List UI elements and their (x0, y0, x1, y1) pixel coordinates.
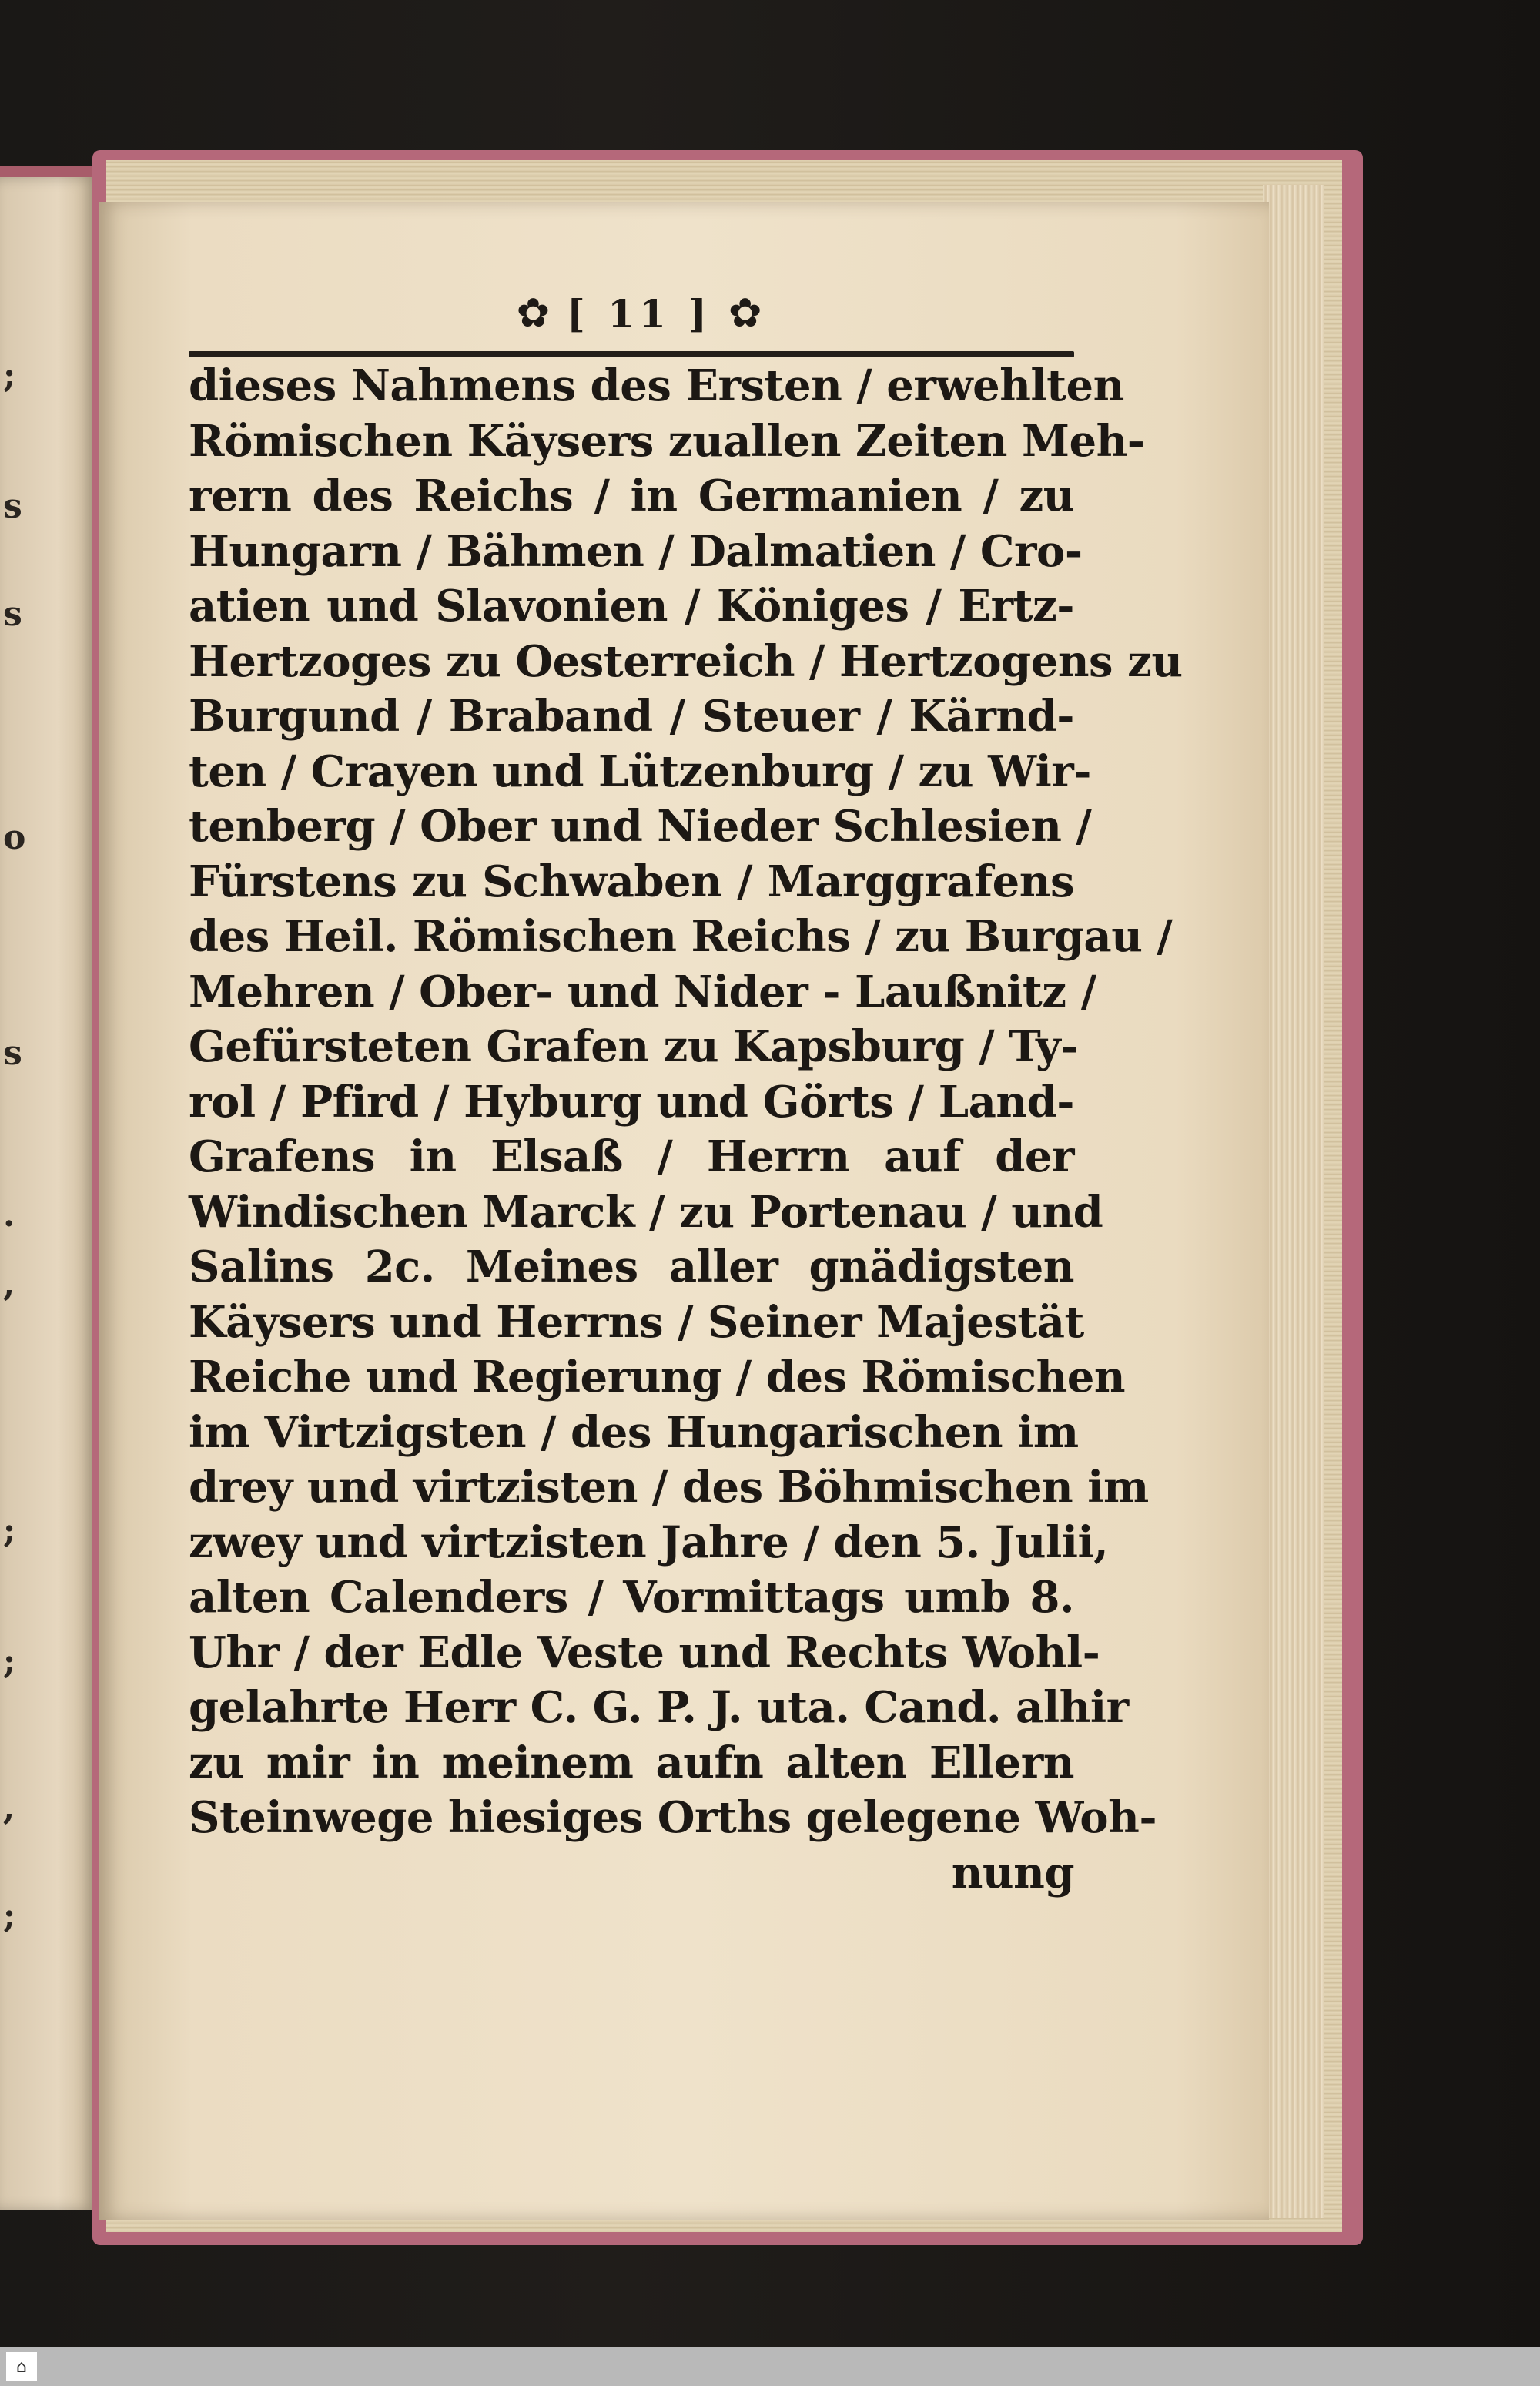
text-line: Hungarn / Bähmen / Dalmatien / Cro- (189, 525, 1083, 577)
margin-glyph: ; (3, 1642, 16, 1681)
viewer-footer-bar (0, 2347, 1540, 2386)
text-line: Uhr / der Edle Veste und Rechts Wohl- (189, 1627, 1100, 1678)
text-line: im Virtzigsten / des Hungarischen im (189, 1406, 1079, 1458)
text-line: Hertzoges zu Oesterreich / Hertzogens zu (189, 635, 1183, 687)
text-line: rol / Pfird / Hyburg und Görts / Land- (189, 1076, 1074, 1128)
margin-glyph: ; (3, 1511, 16, 1550)
text-line: alten Calenders / Vormittags umb 8. (189, 1572, 1074, 1623)
margin-glyph: , (3, 1788, 15, 1828)
header-rule (189, 351, 1074, 357)
text-line: tenberg / Ober und Nieder Schlesien / (189, 801, 1092, 852)
facing-page-left (0, 177, 96, 2210)
flower-ornament-icon: ✿ (728, 290, 762, 337)
library-logo-icon: ⌂ (6, 2352, 37, 2381)
text-line: gelahrte Herr C. G. P. J. uta. Cand. alhir (189, 1682, 1129, 1733)
margin-glyph: ; (3, 356, 16, 395)
text-line: des Heil. Römischen Reichs / zu Burgau / (189, 911, 1173, 962)
text-line: Grafens in Elsaß / Herrn auf der (189, 1131, 1074, 1182)
text-line: zu mir in meinem aufn alten Ellern (189, 1737, 1074, 1788)
text-line: ten / Crayen und Lützenburg / zu Wir- (189, 746, 1091, 797)
text-line: Salins 2c. Meines aller gnädigsten (189, 1242, 1074, 1292)
text-line: dieses Nahmens des Ersten / erwehlten (189, 360, 1124, 411)
text-line: Reiche und Regierung / des Römischen (189, 1352, 1126, 1402)
text-line: Gefürsteten Grafen zu Kapsburg / Ty- (189, 1021, 1078, 1072)
text-line: Windischen Marck / zu Portenau / und (189, 1186, 1103, 1238)
catchword: nung (951, 1847, 1074, 1898)
page-number: [ 11 ] (567, 290, 711, 337)
text-line: atien und Slavonien / Königes / Ertz- (189, 581, 1074, 632)
flower-ornament-icon: ✿ (516, 290, 551, 337)
margin-glyph: s (3, 595, 22, 634)
margin-glyph: , (3, 1265, 15, 1304)
margin-glyph: o (3, 818, 26, 857)
text-line: Burgund / Braband / Steuer / Kärnd- (189, 691, 1074, 742)
text-line: Römischen Käysers zuallen Zeiten Meh- (189, 415, 1145, 467)
text-line: Mehren / Ober- und Nider - Laußnitz / (189, 966, 1096, 1017)
text-line: Fürstens zu Schwaben / Marggrafens (189, 856, 1074, 907)
page-edges (1263, 185, 1324, 2218)
margin-glyph: ; (3, 1896, 16, 1935)
margin-glyph: s (3, 1034, 22, 1073)
margin-glyph: . (3, 1195, 15, 1235)
text-line: Steinwege hiesiges Orths gelegene Woh- (189, 1792, 1157, 1843)
text-line: zwey und virtzisten Jahre / den 5. Julii, (189, 1516, 1109, 1568)
margin-glyph: s (3, 487, 22, 526)
text-line: drey und virtzisten / des Böhmischen im (189, 1462, 1149, 1513)
page-body-text (189, 359, 1183, 1901)
page-header (477, 287, 801, 340)
text-line: Käysers und Herrns / Seiner Majestät (189, 1296, 1084, 1348)
text-line: rern des Reichs / in Germanien / zu (189, 471, 1074, 521)
